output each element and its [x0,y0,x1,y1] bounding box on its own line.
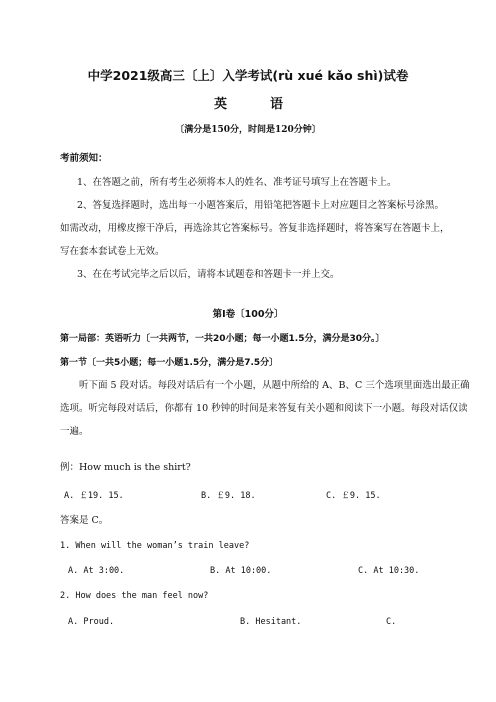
q2-option-a: A. Proud. [68,617,115,627]
part1-heading: 第Ⅰ卷〔100分〕 [212,309,284,320]
subject-char-1: 英 [214,97,228,112]
notice-item-2-cont: 如需改动，用橡皮擦干净后，再选涂其它答案标号。答复非选择题时，将答案写在答题卡上， [60,223,450,234]
notice-item-3: 3、在在考试完毕之后以后，请将本试题卷和答题卡一并上交。 [77,269,340,280]
question-1: 1. When will the woman’s train leave? [60,541,250,551]
example-option-a: A. ￡19. 15. [64,491,124,501]
q1-option-c: C. At 10:30. [358,566,420,576]
subsection-heading: 第一节〔一共5小题；每一小题1.5分，满分是7.5分〕 [60,358,279,368]
example-question: 例：How much is the shirt? [60,462,191,473]
instructions [60,374,470,443]
exam-meta: 〔满分是150分，时间是120分钟〕 [175,125,321,135]
q1-option-a: A. At 3:00. [68,566,125,576]
example-answer: 答案是 C。 [60,515,109,526]
notice-block [60,171,450,286]
subject-char-2: 语 [270,97,284,112]
exam-title: 中学2021级高三〔上〕入学考试(rù xué kǎo shì)试卷 [87,68,409,83]
q1-option-b: B. At 10:00. [210,566,272,576]
question-2: 2. How does the man feel now? [60,591,209,601]
notice-item-2: 2、答复选择题时，选出每一小题答案后，用铅笔把答题卡上对应题目之答案标号涂黑。 [77,200,445,211]
q2-option-b: B. Hesitant. [240,617,302,627]
q2-option-c: C. [386,617,397,627]
instruction-line-3: 一遍。 [60,426,89,437]
example-option-b: B. ￡9. 18. [201,491,256,501]
example-option-c: C. ￡9. 15. [326,491,381,501]
notice-heading: 考前须知： [60,153,108,164]
question-1-options [0,566,496,580]
instruction-line-1: 听下面 5 段对话。每段对话后有一个小题，从题中所给的 A、B、C 三个选项里面选出最正确 [79,380,470,391]
section-heading: 第一局部：英语听力〔一共两节，一共20小题；每一小题1.5分，满分是30分。〕 [60,334,385,344]
notice-item-2-end: 写在套本套试卷上无效。 [60,246,165,257]
example-options [0,489,496,503]
notice-item-1: 1、在答题之前，所有考生必须将本人的姓名、准考证号填写上在答题卡上。 [77,177,397,188]
instruction-line-2: 选项。听完每段对话后，你都有 10 秒钟的时间是来答复有关小题和阅读下一小题。每段对话仅读 [60,403,468,414]
question-2-options [0,617,496,631]
